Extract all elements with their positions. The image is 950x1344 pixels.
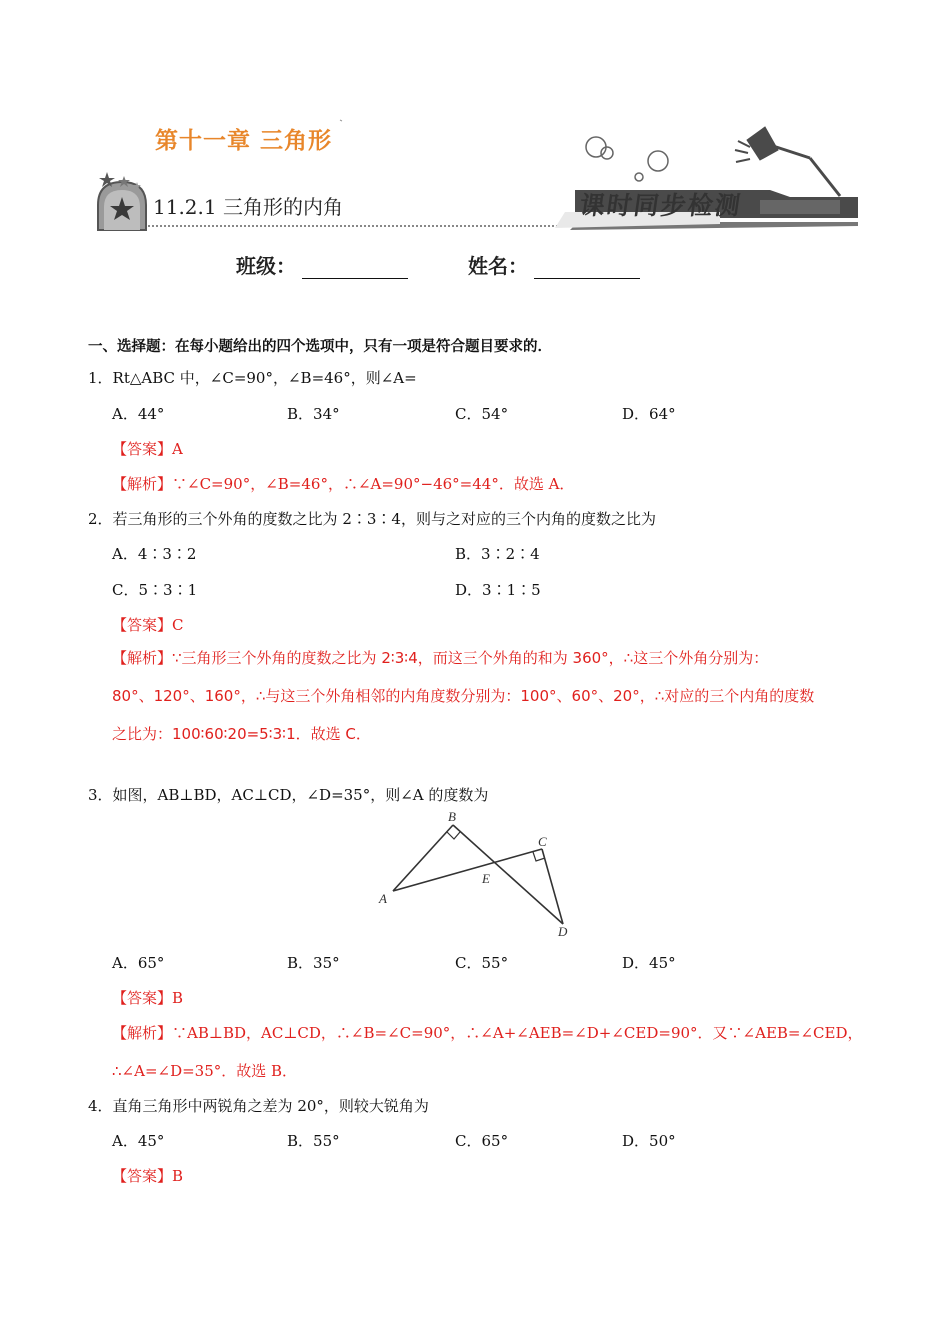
q1-option-c: C．54° [455,405,509,423]
q2-option-c: C．5∶3∶1 [112,581,198,599]
label-b: B [448,809,456,824]
q1-analysis: 【解析】∵∠C=90°，∠B=46°，∴∠A=90°−46°=44°．故选 A． [112,475,575,493]
label-d: D [558,924,568,939]
class-blank [302,258,408,279]
label-a: A [379,891,387,906]
q1-answer: 【答案】A [112,440,183,458]
q3-analysis-line2: ∴∠A=∠D=35°．故选 B． [112,1062,298,1080]
segment-ab [393,825,453,891]
q3-option-b: B．35° [287,954,340,972]
brand-title: 课时同步检测 [577,191,744,220]
q3-option-d: D．45° [622,954,676,972]
q3-answer: 【答案】B [112,989,184,1007]
chapter-title: 第十一章 三角形 [155,128,333,154]
q2-analysis-line1: 【解析】∵三角形三个外角的度数之比为 2∶3∶4，而这三个外角的和为 360°，∴这三个外角分别为： [112,649,769,667]
q4-option-d: D．50° [622,1132,676,1150]
label-e: E [482,871,490,886]
section-title: 11.2.1 三角形的内角 [153,195,343,219]
q4-option-b: B．55° [287,1132,340,1150]
class-field [236,250,408,279]
q3-option-c: C．55° [455,954,509,972]
bubbles-decoration [586,137,668,181]
q2-option-a: A．4∶3∶2 [112,545,197,563]
name-field [468,250,640,279]
name-label: 姓名： [468,254,528,278]
q2-analysis-line2: 80°、120°、160°，∴与这三个外角相邻的内角度数分别为：100°、60°、20°，∴对应的三个内角的度数 [112,687,815,705]
q3-option-a: A．65° [112,954,165,972]
class-label: 班级： [236,254,296,278]
name-blank [534,258,640,279]
label-c: C [538,834,547,849]
q1-option-a: A．44° [112,405,165,423]
part1-heading: 一、选择题：在每小题给出的四个选项中，只有一项是符合题目要求的． [88,339,552,355]
q3-stem: 3．如图，AB⊥BD，AC⊥CD，∠D=35°，则∠A 的度数为 [88,786,489,804]
q2-option-b: B．3∶2∶4 [455,545,540,563]
q2-answer: 【答案】C [112,616,184,634]
header-decoration [0,0,950,240]
right-angle-mark-b [447,832,460,839]
q1-stem: 1．Rt△ABC 中，∠C=90°，∠B=46°，则∠A= [88,369,417,387]
q4-stem: 4．直角三角形中两锐角之差为 20°，则较大锐角为 [88,1097,429,1115]
q3-figure [370,808,590,940]
star-badge-icon [98,172,146,230]
q4-answer: 【答案】B [112,1167,184,1185]
segment-cd [542,849,563,924]
q1-option-b: B．34° [287,405,340,423]
desk-lamp-icon [735,127,840,196]
q2-stem: 2．若三角形的三个外角的度数之比为 2∶3∶4，则与之对应的三个内角的度数之比为 [88,510,656,528]
q4-option-c: C．65° [455,1132,509,1150]
q2-option-d: D．3∶1∶5 [455,581,541,599]
q3-analysis-line1: 【解析】∵AB⊥BD，AC⊥CD，∴∠B=∠C=90°，∴∠A+∠AEB=∠D+∠CED=90°．又∵∠AEB=∠CED， [112,1024,863,1042]
q1-option-d: D．64° [622,405,676,423]
q4-option-a: A．45° [112,1132,165,1150]
q2-analysis-line3: 之比为：100∶60∶20=5∶3∶1．故选 C． [112,725,371,743]
